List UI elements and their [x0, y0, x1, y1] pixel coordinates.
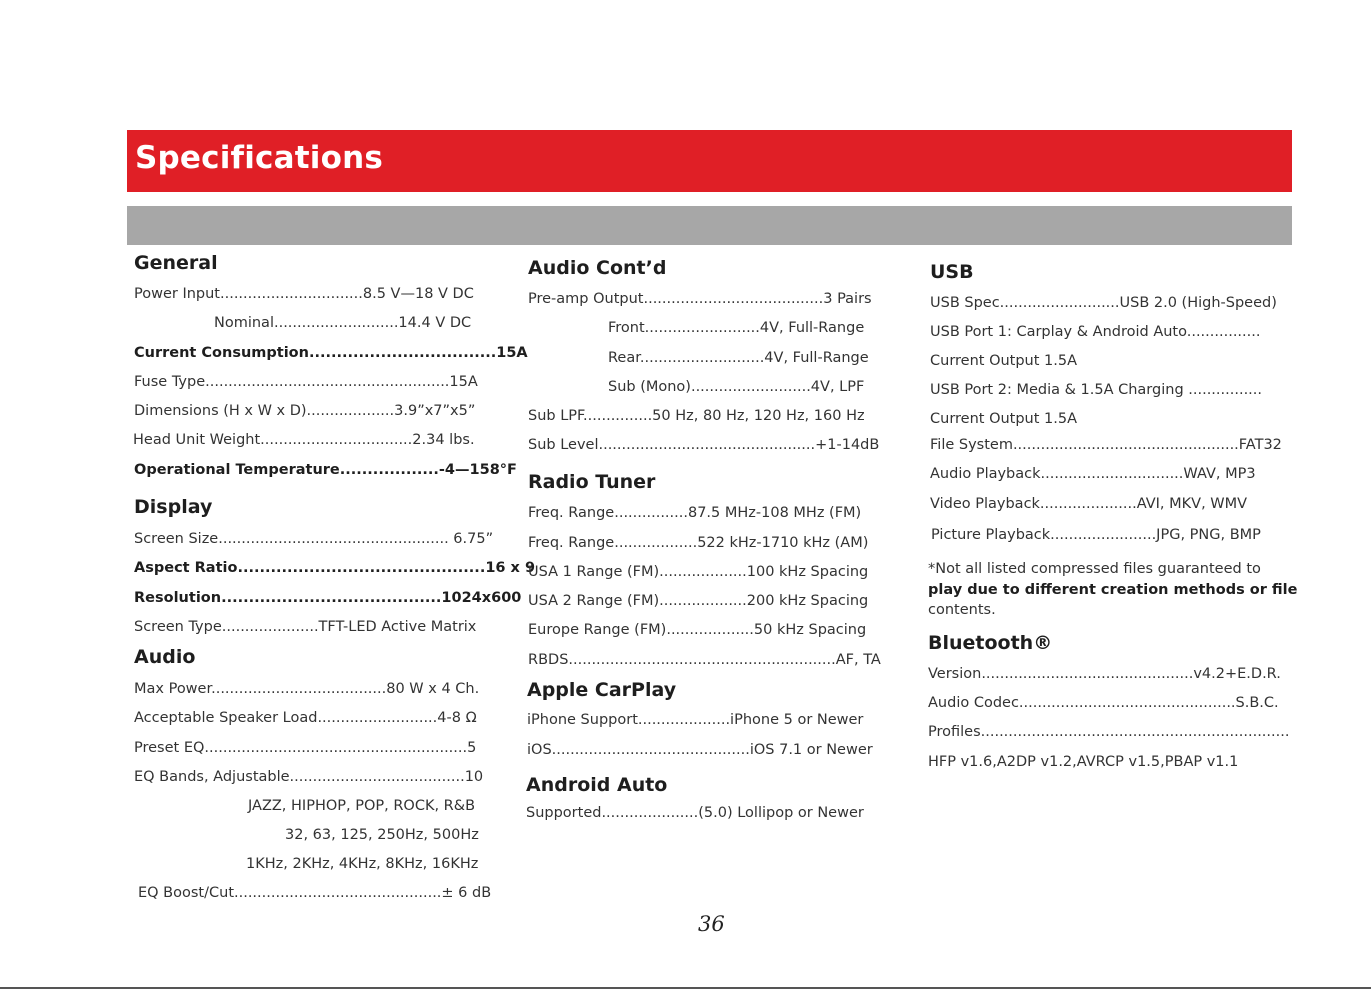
usb-note-line-1: *Not all listed compressed files guaranteed to [928, 561, 1261, 577]
spec-resolution: Resolution........................................1024x600 [134, 590, 522, 606]
spec-picture-playback: Picture Playback.......................JPG, PNG, BMP [931, 527, 1261, 543]
spec-bt-profiles: Profiles................................................................... [928, 724, 1290, 740]
heading-android-auto: Android Auto [526, 774, 668, 796]
spec-screen-type: Screen Type.....................TFT-LED Active Matrix [134, 619, 477, 635]
spec-rbds: RBDS..........................................................AF, TA [528, 652, 881, 668]
spec-sub-mono: Sub (Mono)..........................4V, LPF [608, 379, 865, 395]
spec-file-system: File System.................................................FAT32 [930, 437, 1282, 453]
heading-general: General [134, 252, 218, 274]
heading-audio-contd: Audio Cont’d [528, 257, 667, 279]
spec-current-consumption: Current Consumption..................................15A [134, 345, 528, 361]
spec-europe-range: Europe Range (FM)...................50 kHz Spacing [528, 622, 867, 638]
heading-display: Display [134, 496, 213, 518]
spec-speaker-load: Acceptable Speaker Load..........................4-8 Ω [134, 710, 477, 726]
subheader-bar [127, 206, 1292, 245]
spec-head-unit-weight: Head Unit Weight.................................2.34 lbs. [133, 432, 475, 448]
heading-apple-carplay: Apple CarPlay [527, 679, 677, 701]
specifications-banner [127, 130, 1292, 192]
spec-screen-size: Screen Size.................................................. 6.75” [134, 531, 494, 547]
spec-aspect-ratio: Aspect Ratio.............................................16 x 9 [134, 560, 536, 576]
spec-preset-eq: Preset EQ.........................................................5 [134, 740, 477, 756]
spec-iphone-support: iPhone Support....................iPhone 5 or Newer [527, 712, 864, 728]
spec-freq-am: Freq. Range..................522 kHz-1710 kHz (AM) [528, 535, 869, 551]
spec-eq-bands: EQ Bands, Adjustable......................................10 [134, 769, 484, 785]
spec-max-power: Max Power......................................80 W x 4 Ch. [134, 681, 480, 697]
spec-freq-fm: Freq. Range................87.5 MHz-108 MHz (FM) [528, 505, 862, 521]
spec-usa2-range: USA 2 Range (FM)...................200 kHz Spacing [528, 593, 869, 609]
spec-operational-temperature: Operational Temperature..................-4—158°F [134, 462, 517, 478]
heading-usb: USB [930, 261, 974, 283]
heading-bluetooth: Bluetooth® [928, 632, 1053, 654]
spec-front: Front.........................4V, Full-Range [608, 320, 865, 336]
spec-eq-styles: JAZZ, HIPHOP, POP, ROCK, R&B [248, 798, 476, 814]
spec-video-playback: Video Playback.....................AVI, MKV, WMV [930, 496, 1248, 512]
spec-power-input: Power Input...............................8.5 V—18 V DC [134, 286, 474, 302]
heading-radio-tuner: Radio Tuner [528, 471, 656, 493]
page-title: Specifications [135, 140, 384, 176]
spec-rear: Rear...........................4V, Full-Range [608, 350, 869, 366]
spec-eq-freqs-1: 32, 63, 125, 250Hz, 500Hz [285, 827, 479, 843]
spec-preamp-output: Pre-amp Output.......................................3 Pairs [528, 291, 872, 307]
spec-ios: iOS...........................................iOS 7.1 or Newer [527, 742, 873, 758]
spec-nominal: Nominal...........................14.4 V DC [214, 315, 472, 331]
spec-audio-playback: Audio Playback...............................WAV, MP3 [930, 466, 1256, 482]
spec-bt-audio-codec: Audio Codec...............................................S.B.C. [928, 695, 1279, 711]
spec-usb-port1-current: Current Output 1.5A [930, 353, 1078, 369]
spec-sub-level: Sub Level...............................................+1-14dB [528, 437, 880, 453]
spec-usb-spec: USB Spec..........................USB 2.0 (High-Speed) [930, 295, 1277, 311]
spec-bt-version: Version..............................................v4.2+E.D.R. [928, 666, 1281, 682]
spec-usb-port2-current: Current Output 1.5A [930, 411, 1078, 427]
heading-audio: Audio [134, 646, 196, 668]
spec-usb-port2: USB Port 2: Media & 1.5A Charging ................ [930, 382, 1262, 398]
spec-fuse-type: Fuse Type.....................................................15A [134, 374, 478, 390]
spec-bt-profiles-list: HFP v1.6,A2DP v1.2,AVRCP v1.5,PBAP v1.1 [928, 754, 1239, 770]
spec-sub-lpf: Sub LPF...............50 Hz, 80 Hz, 120 Hz, 160 Hz [528, 408, 865, 424]
spec-usa1-range: USA 1 Range (FM)...................100 kHz Spacing [528, 564, 869, 580]
spec-usb-port1: USB Port 1: Carplay & Android Auto................ [930, 324, 1261, 340]
spec-dimensions: Dimensions (H x W x D)...................3.9”x7”x5” [134, 403, 476, 419]
usb-note-line-2: play due to different creation methods or file [928, 582, 1298, 598]
spec-eq-freqs-2: 1KHz, 2KHz, 4KHz, 8KHz, 16KHz [246, 856, 479, 872]
spec-android-supported: Supported.....................(5.0) Lollipop or Newer [526, 805, 864, 821]
usb-note-line-3: contents. [928, 602, 996, 618]
spec-eq-boost-cut: EQ Boost/Cut.............................................± 6 dB [138, 885, 492, 901]
page-number: 36 [698, 912, 725, 936]
